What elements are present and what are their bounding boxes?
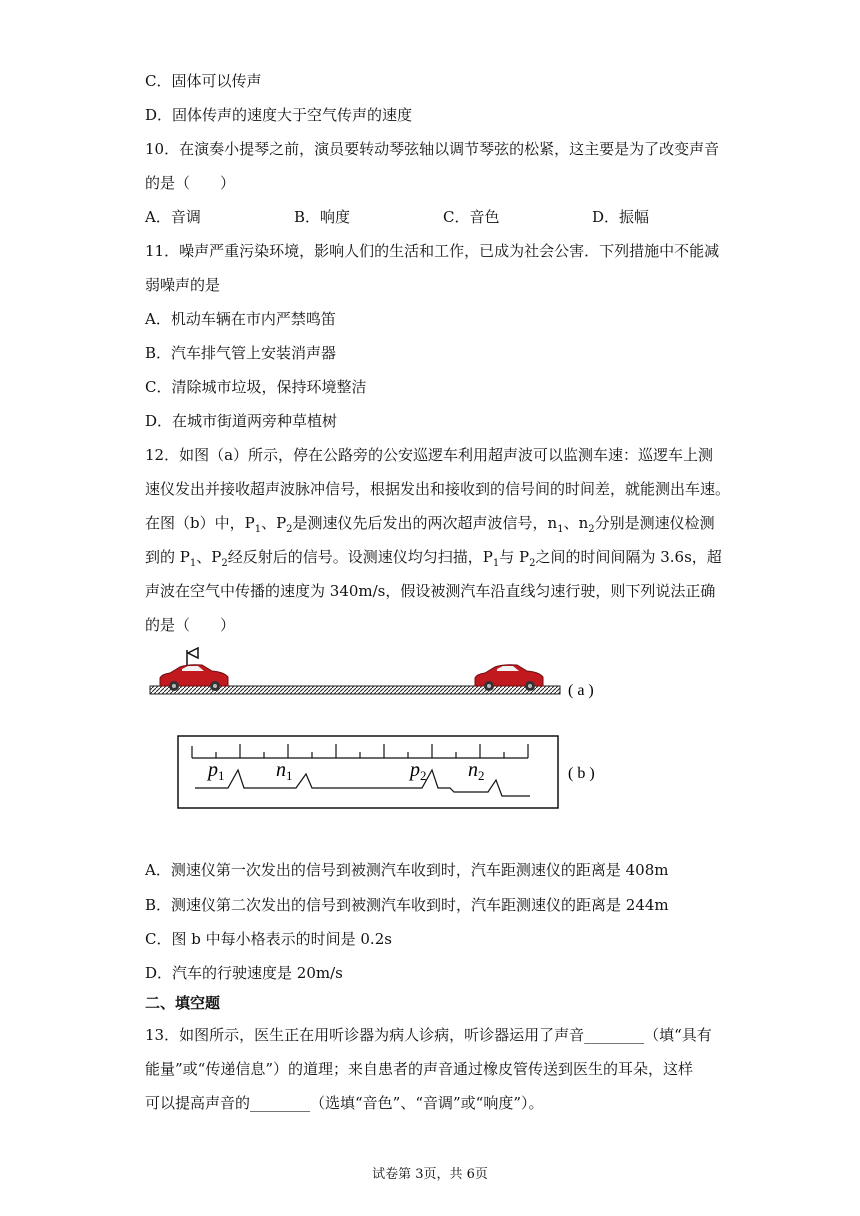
- q10-option-d: D．振幅: [592, 208, 650, 226]
- q12-option-b: B．测速仪第二次发出的信号到被测汽车收到时，汽车距测速仪的距离是 244m: [145, 896, 669, 914]
- subscript: 2: [529, 558, 536, 569]
- trace-frame: [178, 736, 558, 808]
- q11-option-d: D．在城市街道两旁种草植树: [145, 412, 338, 430]
- label-subscript: 2: [420, 768, 427, 783]
- label-n1: [276, 759, 293, 783]
- page-footer: 试卷第 3页，共 6页: [372, 1167, 488, 1182]
- q10-stem-line2: 的是（ ）: [145, 174, 236, 192]
- line-d-solid-speed: D．固体传声的速度大于空气传声的速度: [145, 106, 413, 124]
- subscript: 1: [557, 524, 564, 535]
- label-p-text: p: [410, 759, 420, 781]
- q13-stem-line2: 能量”或“传递信息”）的道理；来自患者的声音通过橡皮管传送到医生的耳朵，这样: [145, 1060, 694, 1078]
- label-n2: [468, 759, 485, 783]
- q12-stem-line5: 声波在空气中传播的速度为 340m/s，假设被测汽车沿直线匀速行驶，则下列说法正确: [145, 582, 716, 600]
- label-n-text: n: [276, 759, 286, 781]
- q12-stem-line3: [145, 513, 715, 540]
- subscript: 2: [286, 524, 293, 535]
- q12-stem-line6: 的是（ ）: [145, 616, 236, 634]
- q10-stem-line1: 10．在演奏小提琴之前，演员要转动琴弦轴以调节琴弦的松紧，这主要是为了改变声音: [145, 140, 720, 158]
- label-p-text: p: [208, 759, 218, 781]
- figure-b: [170, 730, 620, 814]
- text-run: 分别是测速仪检测: [594, 514, 715, 532]
- label-subscript: 1: [218, 768, 225, 783]
- subscript: 1: [254, 524, 262, 535]
- q12-option-d: D．汽车的行驶速度是 20m/s: [145, 964, 343, 982]
- q12-stem-line4: [145, 547, 722, 574]
- time-scale-ticks: [192, 744, 528, 758]
- subscript: 1: [189, 558, 197, 569]
- subscript: 1: [492, 558, 500, 569]
- text-run: 经反射后的信号。设测速仪均匀扫描，P: [227, 548, 493, 566]
- q10-option-c: C．音色: [443, 208, 500, 226]
- q11-stem-line2: 弱噪声的是: [145, 276, 221, 294]
- label-subscript: 1: [286, 768, 293, 783]
- subscript: 2: [221, 558, 228, 569]
- figure-a-label: ( a ): [568, 682, 594, 699]
- q13-stem-line1: 13．如图所示，医生正在用听诊器为病人诊病，听诊器运用了声音________（填“具有: [145, 1026, 712, 1044]
- q11-option-c: C．清除城市垃圾，保持环境整洁: [145, 378, 367, 396]
- text-run: 、P: [261, 514, 287, 532]
- label-p1: [206, 759, 225, 783]
- figure-a: [140, 640, 610, 710]
- label-subscript: 2: [478, 768, 485, 783]
- q11-option-b: B．汽车排气管上安装消声器: [145, 344, 337, 362]
- q13-stem-line3: 可以提高声音的________（选填“音色”、“音调”或“响度”）。: [145, 1094, 544, 1112]
- text-run: 、n: [563, 514, 589, 532]
- q10-option-a: A．音调: [145, 208, 201, 226]
- text-run: 之间的时间间隔为 3.6s，超: [535, 548, 722, 566]
- text-run: 到的 P: [145, 548, 190, 566]
- label-p2: [408, 759, 427, 783]
- text-run: 、P: [196, 548, 222, 566]
- subscript: 2: [588, 524, 595, 535]
- text-run: 是测速仪先后发出的两次超声波信号，n: [292, 514, 558, 532]
- q11-option-a: A．机动车辆在市内严禁鸣笛: [145, 310, 336, 328]
- q12-stem-line1: 12．如图（a）所示，停在公路旁的公安巡逻车利用超声波可以监测车速：巡逻车上测: [145, 446, 714, 464]
- q12-option-a: A．测速仪第一次发出的信号到被测汽车收到时，汽车距测速仪的距离是 408m: [145, 861, 669, 879]
- q10-option-b: B．响度: [294, 208, 351, 226]
- section-heading: 二、填空题: [145, 994, 221, 1012]
- line-c-solid: C．固体可以传声: [145, 72, 262, 90]
- text-run: 与 P: [499, 548, 530, 566]
- speed-meter-icon: [187, 648, 198, 665]
- q12-option-c: C．图 b 中每小格表示的时间是 0.2s: [145, 930, 392, 948]
- q12-stem-line2: 速仪发出并接收超声波脉冲信号，根据发出和接收到的信号间的时间差，就能测出车速。: [145, 480, 731, 498]
- text-run: 在图（b）中，P: [145, 514, 255, 532]
- label-n-text: n: [468, 759, 478, 781]
- q11-stem-line1: 11．噪声严重污染环境，影响人们的生活和工作，已成为社会公害．下列措施中不能减: [145, 242, 720, 260]
- figure-b-label: ( b ): [568, 765, 595, 782]
